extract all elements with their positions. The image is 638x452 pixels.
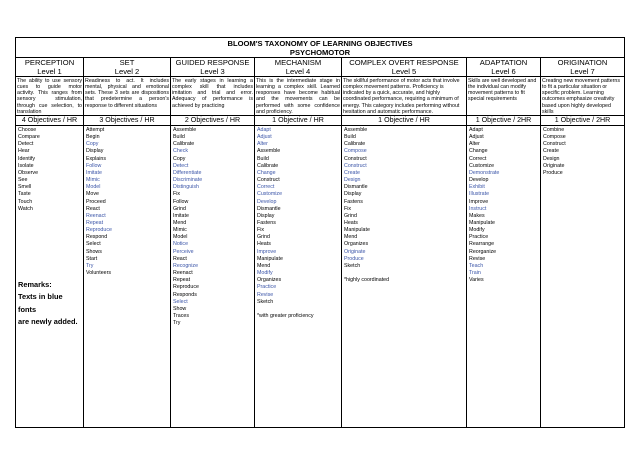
verb-item: Detect xyxy=(173,162,189,169)
verbs-guided-response xyxy=(171,125,255,427)
verb-item: Construct xyxy=(344,155,367,162)
verb-item: Shows xyxy=(86,248,102,255)
verb-item: Originate xyxy=(543,162,565,169)
verb-item: React xyxy=(86,205,100,212)
verb-item: Hear xyxy=(18,148,30,155)
verb-item: Design xyxy=(344,177,361,184)
verb-item: Build xyxy=(173,134,185,141)
verbs-perception xyxy=(16,125,84,427)
verb-item: Illustrate xyxy=(469,191,490,198)
level-label: Level 4 xyxy=(285,67,311,76)
verb-item: Reenact xyxy=(173,270,193,277)
verb-item: Create xyxy=(344,169,360,176)
verb-item: Start xyxy=(86,255,98,262)
verb-item: Repeat xyxy=(173,277,191,284)
verb-item: Build xyxy=(257,155,269,162)
verb-item: Move xyxy=(86,191,99,198)
level-label: Level 5 xyxy=(391,67,417,76)
verb-item: Teach xyxy=(469,262,484,269)
verb-item: Grind xyxy=(257,234,270,241)
verb-item: Observe xyxy=(18,169,39,176)
verb-item: Assemble xyxy=(173,126,197,133)
verb-item: Organizes xyxy=(257,277,282,284)
verb-item: Traces xyxy=(173,313,189,319)
verb-item: Design xyxy=(543,155,560,162)
verb-item: Build xyxy=(344,134,356,141)
verb-item: Mimic xyxy=(86,177,100,184)
remarks-note xyxy=(18,279,82,329)
verb-item: Fastens xyxy=(257,219,276,226)
category-name: SET xyxy=(119,58,135,67)
verb-item: Improve xyxy=(469,198,489,205)
description-origination: Creating new movement patterns to fit a particular situation or specific problem. Learning outcomes emphasize creativity based upon highly developed skills xyxy=(541,77,625,116)
description-set: Readiness to act. It includes mental, physical and emotional sets. These 3 sets are dispositions that predetermine a person's response to different situations xyxy=(84,77,171,116)
verb-item: Notice xyxy=(173,241,189,248)
verb-item: Sketch xyxy=(344,262,361,269)
verb-item: Heats xyxy=(344,219,358,226)
category-name: COMPLEX OVERT RESPONSE xyxy=(349,58,459,67)
verb-item: Instruct xyxy=(469,205,487,212)
verb-item: Mend xyxy=(257,262,271,269)
description-row xyxy=(16,77,625,116)
verb-item: Display xyxy=(344,191,362,198)
verb-item: Revise xyxy=(469,255,486,262)
verb-item: Makes xyxy=(469,212,485,219)
verb-item: Choose xyxy=(18,126,37,133)
verb-item: Respond xyxy=(86,234,108,241)
verb-item: Perceive xyxy=(173,248,194,255)
verb-item: Fix xyxy=(173,191,181,198)
verb-item: Improve xyxy=(257,248,277,255)
verb-item: Demonstrate xyxy=(469,169,500,176)
verb-item: Originate xyxy=(344,248,366,255)
level-label: Level 1 xyxy=(37,67,62,76)
verb-item: Alter xyxy=(257,141,268,148)
verb-item: Correct xyxy=(257,184,275,191)
verb-item: Customize xyxy=(469,162,495,169)
verb-item: Train xyxy=(469,270,481,277)
objectives-set: 3 Objectives / HR xyxy=(84,115,171,125)
remarks-text-2: are newly added. xyxy=(18,317,78,327)
verb-item: Fix xyxy=(257,227,265,234)
verb-item: Produce xyxy=(344,255,364,262)
taxonomy-table xyxy=(15,37,625,428)
verb-item: Model xyxy=(86,184,101,191)
objectives-guided-response: 2 Objectives / HR xyxy=(171,115,255,125)
description-complex-overt-response: The skillful performance of motor acts that involve complex movement patterns. Proficiency is indicated by a quick, accurate, and highly coordinated performance, requiring a minimum of energy. This category includes performing without hesitation and automatic performance. xyxy=(342,77,467,116)
verb-item: Sketch xyxy=(257,298,274,305)
remarks-text-1: Texts in blue fonts xyxy=(18,292,63,314)
category-name: GUIDED RESPONSE xyxy=(175,58,250,67)
verb-item: Modify xyxy=(469,227,485,234)
verb-item: Construct xyxy=(257,177,280,184)
verb-item: Discriminate xyxy=(173,177,203,184)
verb-item: Customize xyxy=(257,191,283,198)
verb-item: Adjust xyxy=(257,134,272,141)
header-perception xyxy=(16,58,84,77)
category-name: ORIGINATION xyxy=(557,58,608,67)
verb-item: Heats xyxy=(257,241,271,248)
verb-item: Dismantle xyxy=(344,184,368,191)
verb-item: Reproduce xyxy=(173,284,199,291)
verb-item: Differentiate xyxy=(173,169,202,176)
verb-item: Follow xyxy=(86,162,102,169)
verb-item: Rearrange xyxy=(469,241,495,248)
remarks-label: Remarks: xyxy=(18,279,52,289)
description-mechanism: This is the intermediate stage in learning a complex skill. Learned responses have become habitual and the movements can be performed with some confidence and proficiency. xyxy=(256,78,340,115)
verb-item: Touch xyxy=(18,198,33,205)
level-label: Level 7 xyxy=(570,67,595,76)
header-mechanism xyxy=(255,58,342,77)
verb-item: Watch xyxy=(18,205,33,212)
verb-item: Practice xyxy=(257,284,277,291)
verb-item: Proceed xyxy=(86,198,106,205)
verb-item: Fastens xyxy=(344,198,363,205)
header-complex-overt-response xyxy=(342,58,467,77)
objectives-mechanism: 1 Objective / HR xyxy=(255,115,342,125)
verb-item: Attempt xyxy=(86,126,105,133)
verb-item: Volunteers xyxy=(86,270,112,277)
verb-item: Compose xyxy=(543,134,566,141)
objectives-adaptation: 1 Objective / 2HR xyxy=(467,115,541,125)
verb-item: See xyxy=(18,177,28,184)
verb-item: Imitate xyxy=(173,212,189,219)
verb-item: Distinguish xyxy=(173,184,199,191)
verb-item: Show xyxy=(173,305,187,312)
verb-item: React xyxy=(173,255,187,262)
verb-item: Try xyxy=(86,262,94,269)
verbs-row xyxy=(16,125,625,427)
verb-item: Calibrate xyxy=(173,141,195,148)
verb-item: Adjust xyxy=(469,134,484,141)
verb-item: Manipulate xyxy=(257,255,283,262)
verb-item: Calibrate xyxy=(257,162,279,169)
verb-item: Change xyxy=(469,148,488,155)
verb-item: Assemble xyxy=(344,126,368,133)
verb-item: Create xyxy=(543,148,559,155)
verb-item: Combine xyxy=(543,126,565,133)
verb-item: Identify xyxy=(18,155,36,162)
verb-item: Follow xyxy=(173,198,189,205)
verb-item: Try xyxy=(173,320,181,327)
level-label: Level 3 xyxy=(200,67,225,76)
table-title xyxy=(16,38,625,58)
objectives-origination: 1 Objective / 2HR xyxy=(541,115,625,125)
verb-item: Model xyxy=(173,234,188,241)
verb-item: Dismantle xyxy=(257,205,281,212)
header-adaptation xyxy=(467,58,541,77)
header-set xyxy=(84,58,171,77)
verb-item: Develop xyxy=(257,198,277,205)
verb-item: Mimic xyxy=(173,227,187,234)
title-line-2: PSYCHOMOTOR xyxy=(289,48,351,57)
title-line-1: BLOOM'S TAXONOMY OF LEARNING OBJECTIVES xyxy=(227,39,413,48)
verb-item: Fix xyxy=(344,205,352,212)
verb-item: Develop xyxy=(469,177,489,184)
verb-item: Taste xyxy=(18,191,31,198)
verb-item: Varies xyxy=(469,277,484,284)
verb-item: Copy xyxy=(86,141,99,148)
objectives-complex-overt-response: 1 Objective / HR xyxy=(342,115,467,125)
header-guided-response xyxy=(171,58,255,77)
description-perception: The ability to use sensory cues to guide motor activity. This ranges from sensory stimulation, through cue selection, to translation xyxy=(17,78,82,115)
verb-item: Smell xyxy=(18,184,32,191)
verb-item: Organizes xyxy=(344,241,369,248)
verb-item: Repeat xyxy=(86,219,104,226)
verb-item: Display xyxy=(257,212,275,219)
verb-item: Calibrate xyxy=(344,141,366,148)
verb-item: Explains xyxy=(86,155,107,162)
description-guided-response: The early stages in learning a complex skill that includes imitation and trial and error. Adequacy of performance is achieved by practicing xyxy=(171,77,255,116)
verbs-set xyxy=(84,125,171,427)
verbs-mechanism xyxy=(255,125,342,427)
verb-item: Check xyxy=(173,148,189,155)
category-name: PERCEPTION xyxy=(24,58,75,67)
category-name: ADAPTATION xyxy=(479,58,528,67)
verb-item: Detect xyxy=(18,141,34,148)
verb-item: Reproduce xyxy=(86,227,112,234)
verb-item: Reorganize xyxy=(469,248,497,255)
verb-item: Change xyxy=(257,169,276,176)
verb-item: Manipulate xyxy=(469,219,495,226)
verbs-note: *with greater proficiency xyxy=(257,312,314,319)
objectives-row xyxy=(16,115,625,125)
verb-item: Correct xyxy=(469,155,487,162)
verb-item: Alter xyxy=(469,141,480,148)
verb-item: Revise xyxy=(257,291,274,298)
verb-item: Mend xyxy=(344,234,358,241)
header-origination xyxy=(541,58,625,77)
verb-item: Adapt xyxy=(469,126,483,133)
verb-item: Adapt xyxy=(257,126,271,133)
verbs-adaptation xyxy=(467,125,541,427)
verb-item: Select xyxy=(173,298,188,305)
verb-item: Manipulate xyxy=(344,227,370,234)
verbs-note: *highly coordinated xyxy=(344,277,390,284)
verb-item: Practice xyxy=(469,234,489,241)
verb-item: Modify xyxy=(257,270,273,277)
verb-item: Reenact xyxy=(86,212,106,219)
verb-item: Exhibit xyxy=(469,184,485,191)
verb-item: Isolate xyxy=(18,162,34,169)
category-name: MECHANISM xyxy=(274,58,322,67)
verb-item: Responds xyxy=(173,291,197,298)
description-adaptation: Skills are well developed and the individual can modify movement patterns to fit special requirements xyxy=(467,77,541,116)
verb-item: Grind xyxy=(344,212,357,219)
verb-item: Compose xyxy=(344,148,367,155)
verb-item: Construct xyxy=(344,162,367,169)
verbs-complex-overt-response xyxy=(342,125,467,427)
level-label: Level 6 xyxy=(491,67,516,76)
verb-item: Copy xyxy=(173,155,186,162)
title-row xyxy=(16,38,625,58)
verb-item: Select xyxy=(86,241,101,248)
header-row xyxy=(16,58,625,77)
verb-item: Imitate xyxy=(86,169,102,176)
verb-item: Begin xyxy=(86,134,100,141)
verbs-origination xyxy=(541,125,625,427)
verb-item: Mend xyxy=(173,219,187,226)
objectives-perception: 4 Objectives / HR xyxy=(16,115,84,125)
verb-item: Display xyxy=(86,148,104,155)
verb-item: Grind xyxy=(173,205,186,212)
taxonomy-document xyxy=(15,37,624,428)
verb-item: Assemble xyxy=(257,148,281,155)
verb-item: Recognize xyxy=(173,262,199,269)
verb-item: Produce xyxy=(543,169,563,176)
verb-item: Compare xyxy=(18,134,40,141)
level-label: Level 2 xyxy=(114,67,140,76)
verb-item: Construct xyxy=(543,141,566,148)
